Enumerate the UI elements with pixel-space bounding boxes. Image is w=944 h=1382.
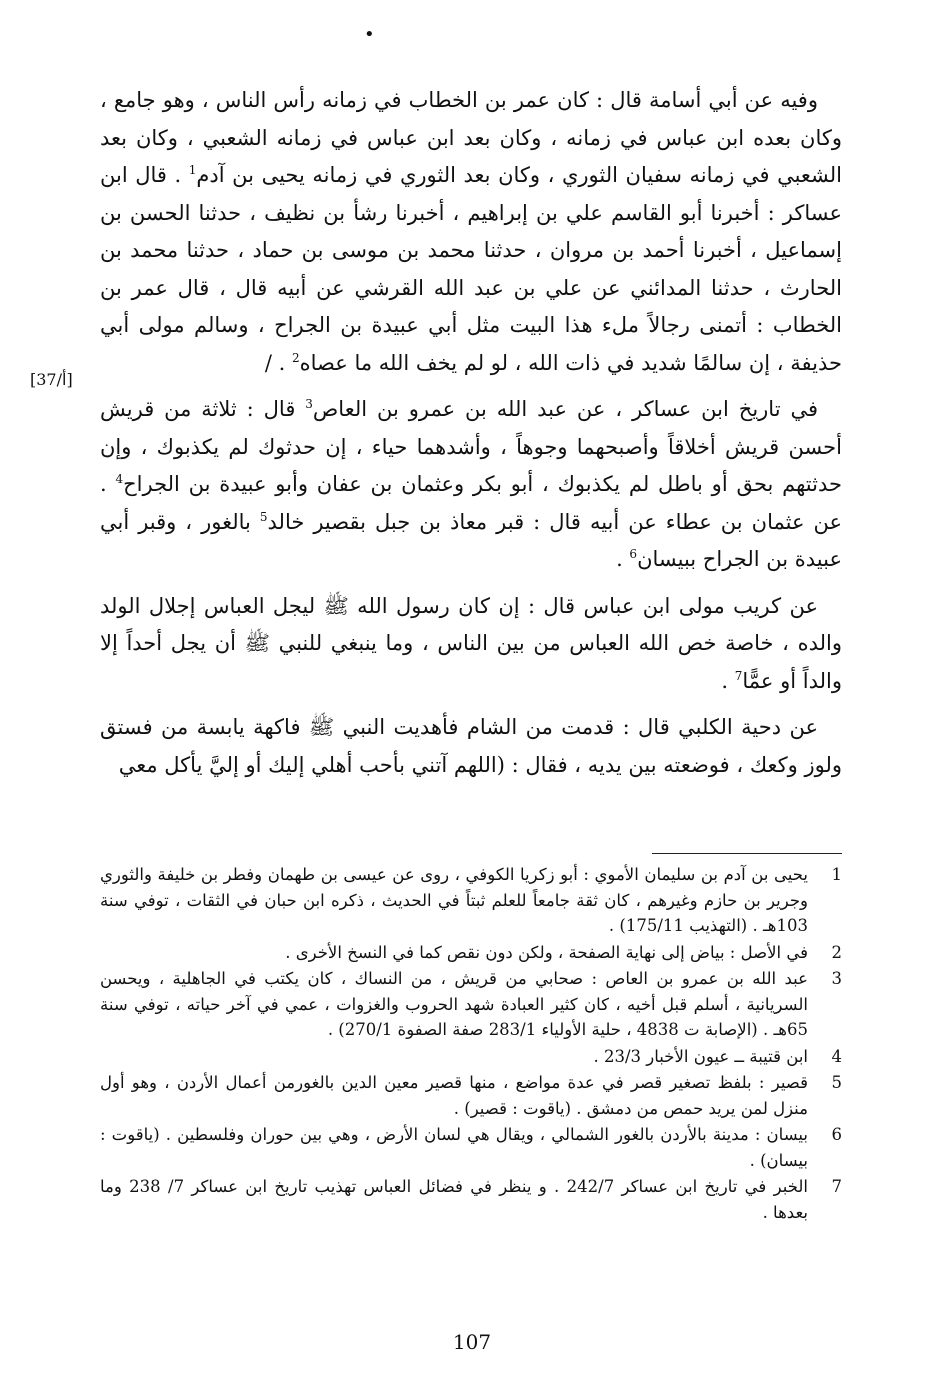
paragraph-3-part-2: . [721,668,735,693]
paragraph-3-part-1: عن كريب مولى ابن عباس قال : إن كان رسول الله ﷺ ليجل العباس إجلال الولد والده ، خاصة خص الله العباس من بين الناس ، وما ينبغي للنبي ﷺ أن يجل أحداً إلا والداً أو عمًّا [100,593,842,693]
footnote-ref-1[interactable]: 1 [188,163,197,177]
footnote-text: بيسان : مدينة بالأردن بالغور الشمالي ، ويقال هي لسان الأرض ، وهي بين حوران وفلسطين . (ياقوت : بيسان) . [100,1125,808,1170]
manuscript-folio-marker: [أ/37] [30,370,73,389]
paragraph-2-part-5: . [616,547,630,571]
footnote-ref-7[interactable]: 7 [734,668,743,683]
footnotes [100,862,842,1226]
paragraph-1 [100,82,842,382]
footnote-text: عبد الله بن عمرو بن العاص : صحابي من قريش ، من النساك ، كان يكتب في الجاهلية ، ويحسن السريانية ، أسلم قبل أخيه ، كان كثير العبادة شهد الحروب والغزوات ، عمي في آخر حياته ، توفي سنة 65هـ . (الإصابة ت 4838 ، حلية الأولياء 283/1 صفة الصفوة 270/1) . [100,969,808,1039]
paragraph-1-part-3: . / [264,350,292,375]
footnote-text: الخبر في تاريخ ابن عساكر 242/7 . و ينظر في فضائل العباس تهذيب تاريخ ابن عساكر 7/ 238 وما بعدها . [100,1177,808,1222]
paragraph-2-part-4: بالغور ، وقبر أبي عبيدة بن الجراح ببيسان [100,509,842,571]
footnote-ref-2[interactable]: 2 [292,350,300,365]
footnote-ref-3[interactable]: 3 [305,397,313,411]
footnote-6 [100,1122,842,1173]
footnote-text: قصير : بلفظ تصغير قصر في عدة مواضع ، منها قصير معين الدين بالغورمن أعمال الأردن ، وهو أول منزل لمن يريد حمص من دمشق . (ياقوت : قصير) . [100,1073,808,1118]
main-text [100,82,842,793]
paragraph-2-part-1: في تاريخ ابن عساكر ، عن عبد الله بن عمرو بن العاص [312,397,818,421]
footnote-number: 6 [831,1125,842,1144]
footnote-4 [100,1044,842,1070]
page-number: 107 [452,1330,492,1354]
footnote-1 [100,862,842,939]
footnote-ref-4[interactable]: 4 [115,472,124,486]
footnote-number: 4 [831,1046,842,1066]
paragraph-2-part-3: . عن عثمان بن عطاء عن أبيه قال : قبر معاذ بن جبل بقصير خالد [100,472,843,534]
paragraph-4-part-1: عن دحية الكلبي قال : قدمت من الشام فأهديت النبي ﷺ فاكهة يابسة من فستق ولوز وكعك ، فوضعته بين يديه ، فقال : (اللهم آتني بأحب أهلي إليك أو إليَّ يأكل معي [100,715,842,777]
footnote-2 [100,940,842,966]
paragraph-2 [100,391,842,579]
footnote-7 [100,1174,842,1225]
footnote-number: 3 [831,969,842,988]
footnote-separator [652,853,842,854]
paragraph-4 [100,709,842,784]
paragraph-3 [100,588,842,701]
paragraph-1-part-2: . قال ابن عساكر : أخبرنا أبو القاسم علي بن إبراهيم ، أخبرنا رشأ بن نظيف ، حدثنا الحسن بن إسماعيل ، أخبرنا أحمد بن مروان ، حدثنا محمد بن موسى بن حماد ، حدثنا محمد بن الحارث ، حدثنا المدائني عن علي بن عبد الله القرشي عن أبيه قال ، قال عمر بن الخطاب : أتمنى رجالاً ملء هذا البيت مثل أبي عبيدة بن الجراح ، وسالم مولى أبي حذيفة ، إن سالمًا شديد في ذات الله ، لو لم يخف الله ما عصاه [100,163,842,375]
top-mark: • [364,24,375,45]
footnote-text: في الأصل : بياض إلى نهاية الصفحة ، ولكن دون نقص كما في النسخ الأخرى . [285,942,808,962]
paragraph-2-part-2: قال : ثلاثة من قريش أحسن قريش أخلاقاً وأصبحهما وجوهاً ، وأشدهما حياء ، إن حدثوك لم يكذبوك ، وإن حدثتهم بحق أو باطل لم يكذبوك ، أبو بكر وعثمان بن عفان وأبو عبيدة بن الجراح [100,397,842,496]
footnote-number: 7 [831,1177,842,1196]
footnote-number: 2 [831,942,842,962]
footnote-text: يحيى بن آدم بن سليمان الأموي : أبو زكريا الكوفي ، روى عن عيسى بن طهمان وفطر بن خليفة والثوري وجرير بن حازم وغيرهم ، كان ثقة جامعاً للعلم ثبتاً في الحديث ، ذكره ابن حبان في الثقات ، توفي سنة 103هـ . (التهذيب 175/11) . [100,865,808,935]
footnote-text: ابن قتيبة ــ عيون الأخبار 23/3 . [593,1046,808,1066]
footnote-3 [100,966,842,1043]
footnote-number: 5 [831,1073,842,1092]
paragraph-1-part-1: وفيه عن أبي أسامة قال : كان عمر بن الخطاب في زمانه رأس الناس ، وهو جامع ، وكان بعده ابن عباس في زمانه ، وكان بعد ابن عباس في زمانه الشعبي ، وكان بعد الشعبي في زمانه سفيان الثوري ، وكان بعد الثوري في زمانه يحيى بن آدم [100,88,843,187]
footnote-5 [100,1070,842,1121]
footnote-ref-5[interactable]: 5 [259,509,268,524]
footnote-ref-6[interactable]: 6 [629,547,638,561]
footnote-number: 1 [831,865,842,884]
